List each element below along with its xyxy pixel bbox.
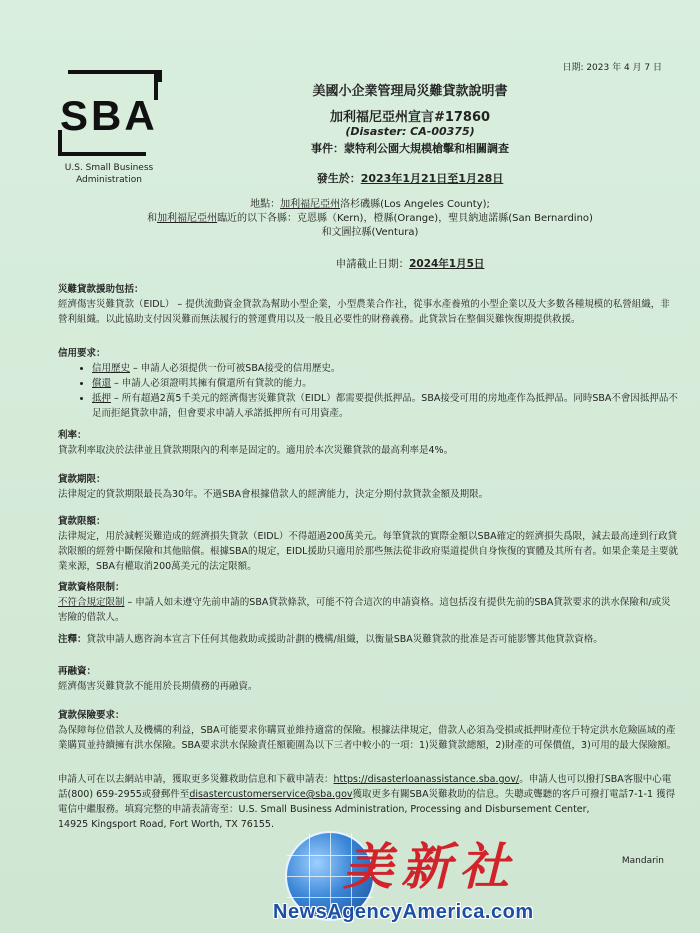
section-refinance: 再融資： 經濟傷害災難貸款不能用於長期債務的再融資。 xyxy=(58,666,258,692)
sba-website-link[interactable]: https://disasterloanassistance.sba.gov/ xyxy=(333,774,520,785)
credit-item: • 償還 – 申請人必須證明其擁有償還所有貸款的能力。 xyxy=(92,376,678,391)
logo-line-1: U.S. Small Business xyxy=(64,163,154,173)
event-line: 事件：蒙特利公園大規模槍擊和相關調查 xyxy=(311,142,509,155)
credit-item: • 信用歷史 – 申請人必須提供一份可被SBA接受的信用歷史。 xyxy=(92,361,678,376)
sba-logo xyxy=(58,70,166,186)
section-limits: 貸款限額： 法律規定，用於減輕災難造成的經濟損失貸款（EIDL）不得超過200萬美元。每筆貸款的實際金額以SBA確定的經濟損失爲限，減去最高達到行政貸款限額的經營中斷保險和其他賠償。根據SBA的規定，EIDL援助只適用於那些無法從非政府渠道提供自身恢復的實體及其所有者。如果企業是主要就業來源，SBA有權取消200萬美元的法定限額。 xyxy=(58,516,678,572)
watermark-chinese: 美新社 xyxy=(343,837,517,896)
section-note: 注釋：貸款申請人應咨詢本宣言下任何其他救助或援助計劃的機構/組織，以衡量SBA災難貸款的批准是否可能影響其他貸款資格。 xyxy=(58,634,603,645)
sba-logo-mark xyxy=(58,70,158,156)
sba-email-link[interactable]: disastercustomerservice@sba.gov xyxy=(189,789,353,800)
language-label: Mandarin xyxy=(621,856,664,866)
watermark-english: NewsAgencyAmerica.com xyxy=(273,901,534,923)
declaration-number: 加利福尼亞州宣言#17860 xyxy=(329,110,491,125)
section-term: 貸款期限： 法律規定的貸款期限最長為30年。不過SBA會根據借款人的經濟能力，決定分期付款貸款金額及期限。 xyxy=(58,474,489,500)
section-credit: 信用要求： • 信用歷史 – 申請人必須提供一份可被SBA接受的信用歷史。 • 償還 – 申請人必須證明其擁有償還所有貸款的能力。 • 抵押 – 所有超過2萬5千美元的經濟傷害災難貸款（EIDL）都需要提供抵押品。SBA接受可用的房地產作為抵押品。同時SBA不會因抵押品不足而拒絕貸款申請，但會要求申請人承諾抵押所有可用資產。 xyxy=(58,346,678,421)
location-block: 地點：加利福尼亞州洛杉磯縣(Los Angeles County); 和加利福尼亞州臨近的以下各縣：克恩縣（Kern)，橙縣(Orange)，聖貝納迪諾縣(San Bernardino) 和文圖拉縣(Ventura) xyxy=(147,199,593,238)
section-eligibility: 貸款資格限制： 不符合規定限制 – 申請人如未遵守先前申請的SBA貸款條款，可能不符合這次的申請資格。這包括沒有提供先前的SBA貸款要求的洪水保險和/或災害險的借款人。 xyxy=(58,582,671,623)
section-insurance: 貸款保險要求： 為保障每位借款人及機構的利益，SBA可能要求你購買並維持適當的保險。根據法律規定，借款人必須為受損或抵押財產位于特定洪水危險區域的產業購買並持續擁有洪水保險。SBA要求洪水保險責任額範圍為以下三者中較小的一項：1)災難貸款總額，2)財產的可保價值，3)可用的最大保險額。 xyxy=(58,710,677,751)
section-assistance: 災難貸款援助包括： 經濟傷害災難貸款（EIDL） – 提供流動資金貸款為幫助小型企業，小型農業合作社，從事水產養殖的小型企業以及大多數各種規模的私營組織，非營利組織。以此協助支付因災難而無法履行的營運費用以及一般且必要性的財務義務。此貸款旨在整個災難恢復期提供救援。 xyxy=(58,284,670,325)
credit-item: • 抵押 – 所有超過2萬5千美元的經濟傷害災難貸款（EIDL）都需要提供抵押品。SBA接受可用的房地產作為抵押品。同時SBA不會因抵押品不足而拒絕貸款申請，但會要求申請人承諾抵押所有可用資產。 xyxy=(92,391,678,421)
document-title: 美國小企業管理局災難貸款說明書 xyxy=(312,84,508,99)
section-interest: 利率： 貸款利率取決於法律並且貸款期限內的利率是固定的。適用於本次災難貸款的最高利率是4%。 xyxy=(58,430,454,456)
occurrence-dates: 發生於：2023年1月21日至1月28日 xyxy=(316,172,504,185)
document-date: 日期: 2023 年 4 月 7 日 xyxy=(562,63,662,73)
watermark xyxy=(273,815,695,933)
footer-contact: 申請人可在以去網站申請，獲取更多災難救助信息和下載申請表：https://disasterloanassistance.sba.gov/。申請人也可以撥打SBA客服中心電話(800) 659-2955或發郵件至disastercustomerservice@sba.gov獲取更多有關SBA災難救助的信息。失聰或聾聽的客戶可撥打電話7-1-1 獲得電信中繼服務。填寫完整的申請表請寄至：U.S. Small Business Administration, Processing and Disbursement Center, 14925 Kingsport Road, Fort Worth, TX 76155. xyxy=(58,774,676,830)
logo-line-2: Administration xyxy=(76,175,142,185)
application-deadline: 申請截止日期：2024年1月5日 xyxy=(335,258,485,270)
sba-logo-text: SBA xyxy=(60,92,158,139)
disaster-number: (Disaster: CA-00375) xyxy=(345,125,475,138)
